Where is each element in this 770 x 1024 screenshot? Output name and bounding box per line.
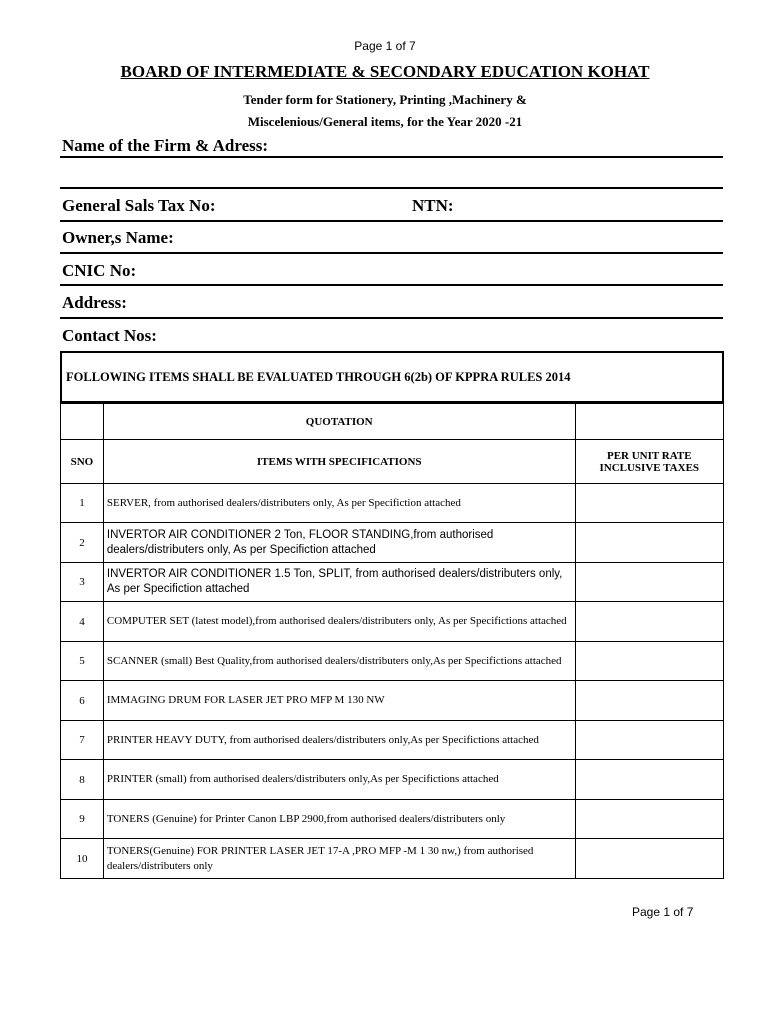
col-header-items: ITEMS WITH SPECIFICATIONS xyxy=(103,440,575,484)
col-header-sno: SNO xyxy=(61,440,104,484)
table-row xyxy=(61,839,724,879)
firm-name-label: Name of the Firm & Adress: xyxy=(62,136,269,155)
row-sno: 2 xyxy=(61,523,104,563)
table-row xyxy=(61,642,724,681)
row-item: TONERS (Genuine) for Printer Canon LBP 2900,from authorised dealers/distributers only xyxy=(103,800,575,839)
row-item: PRINTER (small) from authorised dealers/distributers only,As per Specifictions attached xyxy=(103,760,575,800)
board-title: BOARD OF INTERMEDIATE & SECONDARY EDUCATION KOHAT xyxy=(120,62,650,81)
row-item: TONERS(Genuine) FOR PRINTER LASER JET 17-A ,PRO MFP -M 1 30 nw,) from authorised dealers/distributers only xyxy=(103,839,575,879)
gst-label: General Sals Tax No: xyxy=(62,196,216,215)
row-sno: 4 xyxy=(61,602,104,642)
owner-name-line[interactable] xyxy=(60,252,723,254)
header-blank-rate-cell xyxy=(575,404,723,440)
col-header-rate-line2: INCLUSIVE TAXES xyxy=(599,461,700,474)
row-rate-input[interactable] xyxy=(575,642,723,681)
table-row xyxy=(61,760,724,800)
row-rate-input[interactable] xyxy=(575,839,723,879)
row-sno: 1 xyxy=(61,484,104,523)
row-rate-input[interactable] xyxy=(575,681,723,721)
row-item: INVERTOR AIR CONDITIONER 1.5 Ton, SPLIT, from authorised dealers/distributers only, As per Specifiction attached xyxy=(103,563,575,602)
header-blank-cell xyxy=(61,404,104,440)
row-item: SCANNER (small) Best Quality,from authorised dealers/distributers only,As per Specifictions attached xyxy=(103,642,575,681)
firm-name-line[interactable] xyxy=(60,156,723,158)
row-item: SERVER, from authorised dealers/distributers only, As per Specifiction attached xyxy=(103,484,575,523)
table-row xyxy=(61,800,724,839)
row-sno: 8 xyxy=(61,760,104,800)
tender-subtitle-line1: Tender form for Stationery, Printing ,Machinery & xyxy=(243,92,527,107)
col-header-rate-line1: PER UNIT RATE xyxy=(606,449,692,462)
gst-line[interactable] xyxy=(60,220,723,222)
evaluation-note: FOLLOWING ITEMS SHALL BE EVALUATED THROUGH 6(2b) OF KPPRA RULES 2014 xyxy=(66,369,571,384)
row-sno: 9 xyxy=(61,800,104,839)
row-item: COMPUTER SET (latest model),from authorised dealers/distributers only, As per Specifictions attached xyxy=(103,602,575,642)
table-row xyxy=(61,563,724,602)
contact-label: Contact Nos: xyxy=(62,326,157,345)
row-item: INVERTOR AIR CONDITIONER 2 Ton, FLOOR STANDING,from authorised dealers/distributers only, As per Specifiction attached xyxy=(103,523,575,563)
row-sno: 3 xyxy=(61,563,104,602)
table-row xyxy=(61,484,724,523)
cnic-line[interactable] xyxy=(60,284,723,286)
row-rate-input[interactable] xyxy=(575,800,723,839)
address-line[interactable] xyxy=(60,317,723,319)
cnic-label: CNIC No: xyxy=(62,261,137,280)
table-row xyxy=(61,721,724,760)
table-row xyxy=(61,602,724,642)
row-sno: 10 xyxy=(61,839,104,879)
row-rate-input[interactable] xyxy=(575,602,723,642)
page-number-bottom: Page 1 of 7 xyxy=(632,905,694,919)
row-sno: 6 xyxy=(61,681,104,721)
row-rate-input[interactable] xyxy=(575,760,723,800)
quotation-header: QUOTATION xyxy=(103,404,575,440)
ntn-label: NTN: xyxy=(412,196,454,215)
col-header-rate xyxy=(575,440,723,484)
evaluation-note-box xyxy=(60,351,724,403)
row-sno: 7 xyxy=(61,721,104,760)
firm-address-line[interactable] xyxy=(60,187,723,189)
address-label: Address: xyxy=(62,293,127,312)
items-table xyxy=(60,403,724,879)
owner-name-label: Owner,s Name: xyxy=(62,228,174,247)
row-rate-input[interactable] xyxy=(575,721,723,760)
row-sno: 5 xyxy=(61,642,104,681)
row-rate-input[interactable] xyxy=(575,523,723,563)
table-row xyxy=(61,523,724,563)
table-row xyxy=(61,681,724,721)
page-number-top: Page 1 of 7 xyxy=(354,39,416,53)
row-item: IMMAGING DRUM FOR LASER JET PRO MFP M 130 NW xyxy=(103,681,575,721)
row-rate-input[interactable] xyxy=(575,484,723,523)
row-rate-input[interactable] xyxy=(575,563,723,602)
tender-subtitle-line2: Miscelenious/General items, for the Year 2020 -21 xyxy=(247,114,523,129)
row-item: PRINTER HEAVY DUTY, from authorised dealers/distributers only,As per Specifictions attached xyxy=(103,721,575,760)
